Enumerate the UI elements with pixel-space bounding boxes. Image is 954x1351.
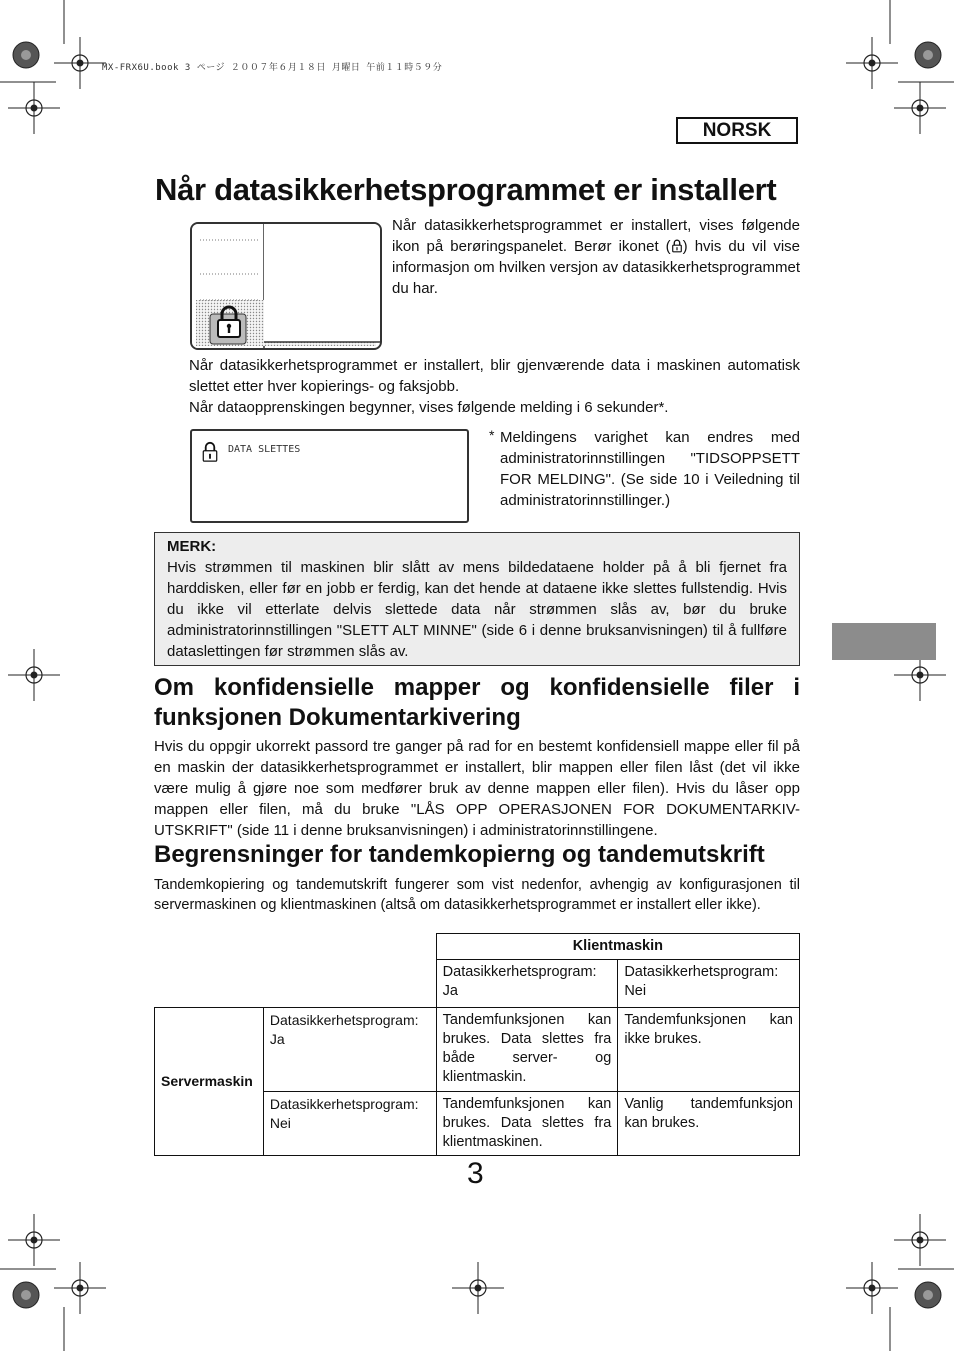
- section1-paragraph1: Når datasikkerhetsprogrammet er installert, vises følgende ikon på berøringspanelet. Berør ikonet ( ) hvis du vil vise informasjon om hvilken versjon av datasikkerhetsprogrammet du har.: [392, 217, 800, 297]
- section1-paragraph2: Når datasikkerhetsprogrammet er installert, blir gjenværende data i maskinen automatisk slettet etter hver kopierings- og faksjobb.: [189, 357, 800, 395]
- section1-paragraph3: Når dataopprenskingen begynner, vises følgende melding i 6 sekunder*.: [189, 399, 669, 416]
- client-no-header: Datasikkerhetsprogram: Nei: [618, 960, 800, 1008]
- page-number: 3: [467, 1157, 484, 1190]
- client-yes-header: Datasikkerhetsprogram: Ja: [436, 960, 618, 1008]
- lock-icon: [200, 441, 220, 463]
- cell-server-yes-client-no: Tandemfunksjonen kan ikke brukes.: [618, 1008, 800, 1092]
- inline-lock-icon: [671, 239, 683, 253]
- message-screen-illustration: [190, 429, 469, 523]
- print-header: MX-FRX6U.book 3 ページ ２００７年６月１８日 月曜日 午前１１時５９分: [102, 63, 443, 73]
- section1-title: Når datasikkerhetsprogrammet er installert: [155, 172, 777, 207]
- section3-title: Begrensninger for tandemkopierng og tandemutskrift: [154, 841, 765, 868]
- lock-icon[interactable]: [214, 304, 244, 340]
- cell-server-no-client-yes: Tandemfunksjonen kan brukes. Data slettes fra klientmaskinen.: [436, 1092, 618, 1156]
- cell-server-no-client-no: Vanlig tandemfunksjon kan brukes.: [618, 1092, 800, 1156]
- note-title: MERK:: [167, 538, 217, 555]
- server-no-header: Datasikkerhetsprogram: Nei: [263, 1092, 436, 1156]
- note-body: Hvis strømmen til maskinen blir slått av mens bildedataene holder på å bli fjernet fra harddisken, eller før en jobb er ferdig, kan det hende at dataene ikke slettes fullstendig. Hvis du ikke vil etterlate delvis slettede data når strømmen slås av, bør du bruke administratorinnstillingen "SLETT ALT MINNE" (side 6 i denne bruksanvisningen) til å fullføre dataslettingen før strømmen slås av.: [167, 559, 787, 660]
- footnote-mark: *: [489, 427, 495, 443]
- section2-title: Om konfidensielle mapper og konfidensielle filer i funksjonen Dokumentarkivering: [154, 674, 800, 731]
- footnote-text: Meldingens varighet kan endres med administratorinnstillingen "TIDSOPPSETT FOR MELDING". (Se side 10 i Veiledning til administratorinnstillinger.): [500, 429, 800, 509]
- screen-message: DATA SLETTES: [228, 444, 301, 455]
- server-header: Servermaskin: [155, 1008, 264, 1156]
- section-tab-marker: [832, 623, 936, 660]
- section3-body: Tandemkopiering og tandemutskrift fungerer som vist nedenfor, avhengig av konfigurasjonen til servermaskinen og klientmaskinen (altså om datasikkerhetsprogrammet er installert eller ikke).: [154, 877, 800, 913]
- section2-body: Hvis du oppgir ukorrekt passord tre ganger på rad for en bestemt konfidensiell mappe eller fil på en maskin der datasikkerhetsprogrammet er installert, blir mappen eller filen låst (det vil ikke være mulig å gjøre noe som medfører bruk av denne mappen eller filen). Hvis du låser opp mappen eller filen, må du bruke "LÅS OPP OPERASJONEN FOR DOKUMENTARKIV-UTSKRIFT" (side 11 i denne bruksanvisningen) i administratorinnstillingene.: [154, 738, 800, 839]
- touch-panel-illustration: [190, 222, 382, 350]
- tandem-table: [154, 933, 800, 1156]
- note-box: [154, 532, 800, 666]
- language-label: NORSK: [676, 117, 798, 144]
- client-header: Klientmaskin: [436, 934, 799, 960]
- server-yes-header: Datasikkerhetsprogram: Ja: [263, 1008, 436, 1092]
- cell-server-yes-client-yes: Tandemfunksjonen kan brukes. Data slettes fra både server- og klientmaskin.: [436, 1008, 618, 1092]
